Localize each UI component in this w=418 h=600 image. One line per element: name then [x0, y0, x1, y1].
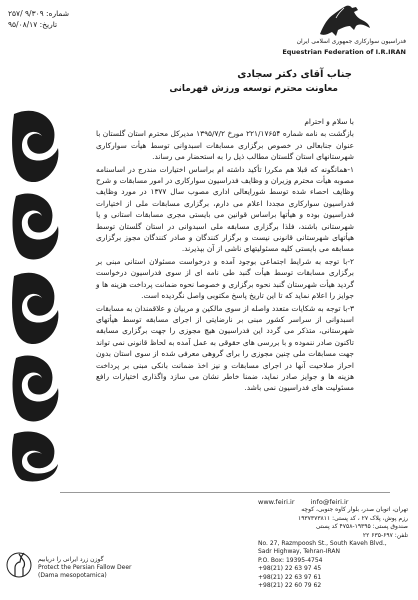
federation-name-en: Equestrian Federation of I.R.IRAN [282, 48, 406, 56]
email-link[interactable]: info@feiri.ir [310, 498, 349, 506]
greeting: با سلام و احترام [304, 117, 354, 126]
phone-fa: تلفن: ۶۹۷-۶۳۵ ۲۲ [362, 531, 408, 539]
horse-logo-icon [314, 4, 372, 38]
deer-campaign-text [38, 556, 131, 580]
decorative-ornament-icon [6, 104, 66, 484]
letter-date: تاریخ: ۹۵/۰۸/۱۷ [8, 20, 58, 29]
po-box-fa: صندوق پستی: ۱۹۳۹۵-۴۷۵۸ کد پستی [315, 523, 408, 531]
address-en-2: Sadr Highway, Tehran-IRAN [258, 548, 340, 556]
federation-name-fa: فدراسیون سوارکاری جمهوری اسلامی ایران [296, 38, 406, 45]
address-en-1: No. 27, Razmpoosh St., South Kaveh Blvd., [258, 540, 387, 548]
letter-number: شماره: ۹/۳۰۹ /۲۵۷ [8, 9, 70, 18]
item-1-paragraph: ۱-همانگونه که قبلا هم مکررا تأکید داشته ام براساس اختیارات مندرج در اساسنامه مصوبه هیأت محترم وزیران و وظایف فدراسیون سوارکاری در امور مسابقات و شرح وظایف احصاء شده توسط شورایعالی اداری مصوب سال ۱۳۷۷ در مورد وظایف فدراسیون سوارکاری مجددا اعلام می دارم، برگزاری مسابقات ملی از اختیارات فدراسیون بوده و هیأتها براساس قوانین می بایستی مجری مسابقات استانی و یا شهرستانی باشند، فلذا برگزاری مسابقه ملی اسبدوانی در استان گلستان توسط هیأتهای شهرستانی قانونی نیست و برگزار کنندگان و صادر کنندگان مجوز برگزاری مسابقه می بایستی کلیه مسئولیتهای ناشی از آن بپذیرند. [96, 164, 354, 254]
addressee-title: معاونت محترم توسعه ورزش قهرمانی [169, 84, 338, 94]
addressee-block [122, 68, 352, 96]
fallow-deer-icon [6, 548, 32, 582]
website-link[interactable]: www.feiri.ir [258, 498, 295, 506]
footer-contact [258, 498, 408, 590]
footer-links [258, 498, 408, 506]
item-3-paragraph: ۳-با توجه به شکایات متعدد واصله از سوی مالکین و مربیان و علاقمندان به مسابقات اسبدوانی از سراسر کشور مبنی بر نارضایتی از اجرای مسابقه توسط هیأتهای شهرستانی، متذکر می گردد این فدراسیون هیچ مجوزی را جهت برگزاری مسابقه تاکنون صادر ننموده و با بررسی های حقوقی به عمل آمده به لحاظ قانونی نمی تواند جهت مسابقات ملی چنین مجوزی را برای گروهی معرفی شده از سوی استان بدون احراز صلاحیت آنها در اجرای مسابقات و نیز اخذ ضمانت بانکی مبنی بر پرداخت هزینه ها و جوایز صادر نماید، ضمنا خاطر نشان می سازد واگذاری اختیارات رافع مسئولیت های فدراسیون نمی باشد. [96, 303, 354, 393]
footer-divider [60, 492, 390, 493]
letter-meta [8, 8, 118, 30]
address-fa-1: تهران، اتوبان صدر، بلوار کاوه جنوبی، کوچه [301, 506, 408, 514]
phone-2: +98(21) 22 63 97 61 [258, 573, 322, 581]
deer-text-en-1: Protect the Persian Fallow Deer [38, 564, 132, 571]
deer-text-en-2: (Dama mesopotamica) [38, 572, 107, 579]
deer-campaign [6, 548, 156, 588]
phone-3: +98(21) 22 60 79 62 [258, 582, 322, 590]
deer-text-fa: گوزن زرد ایرانی را دریابیم [38, 556, 104, 563]
letter-body [96, 116, 354, 395]
intro-paragraph: بازگشت به نامه شماره ۲۲۱/۱۷۶۵۴ مورخ ۱۳۹۵/۷/۲ مدیرکل محترم استان گلستان با عنوان جنابعالی در خصوص برگزاری مسابقات اسبدوانی توسط هیأت سوارکاری شهرستانهای استان گلستان مطالب ذیل را به استحضار می رساند. [96, 129, 354, 162]
po-box-en: P.O. Box: 19395-4754 [258, 556, 323, 564]
item-2-paragraph: ۲-با توجه به شرایط اجتماعی بوجود آمده و درخواست مسئولان استانی مبنی بر برگزاری مسابقات توسط هیأت گنبد طی نامه ای از سوی فدراسیون درخواست گردید هیأت شهرستان گنبد نحوه برگزاری و خصوصا نحوه ضمانت پرداخت هزینه ها و جوایز را اعلام نماید که تا این تاریخ پاسخ مکتوبی واصل نگردیده است. [96, 256, 354, 301]
addressee-name: جناب آقای دکتر سجادی [237, 69, 352, 80]
phone-1: +98(21) 22 63 97 45 [258, 565, 322, 573]
address-fa-2: رزم پوش، پلاک ۲۷ ، کد پستی: ۱۹۳۷۳۷۳۸۱۱ [297, 514, 408, 522]
